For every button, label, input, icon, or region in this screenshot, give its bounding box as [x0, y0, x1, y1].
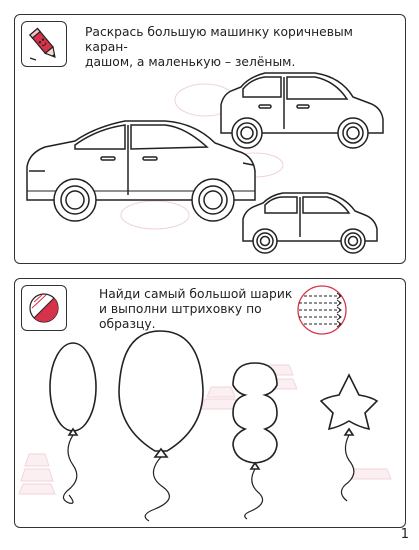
- cars-illustration: [15, 15, 405, 263]
- large-car: [27, 121, 255, 221]
- medium-car: [221, 73, 383, 148]
- task-panel-balloons: [14, 278, 406, 528]
- balloon-large: [119, 331, 203, 521]
- small-car: [243, 193, 377, 253]
- instruction-line: Раскрась большую машинку коричневым каран-: [85, 25, 353, 54]
- instruction-line: Найди самый большой шарик: [99, 287, 293, 301]
- balloon-oval: [50, 343, 96, 503]
- balloons-illustration: [15, 279, 405, 527]
- balloon-star: [321, 375, 377, 501]
- task-panel-cars: [14, 14, 406, 264]
- balloon-segmented: [233, 363, 277, 519]
- page-number: 1: [400, 527, 409, 542]
- instruction-line: и выполни штриховку по образцу.: [99, 302, 262, 331]
- instruction-line: дашом, а маленькую – зелёным.: [85, 55, 296, 69]
